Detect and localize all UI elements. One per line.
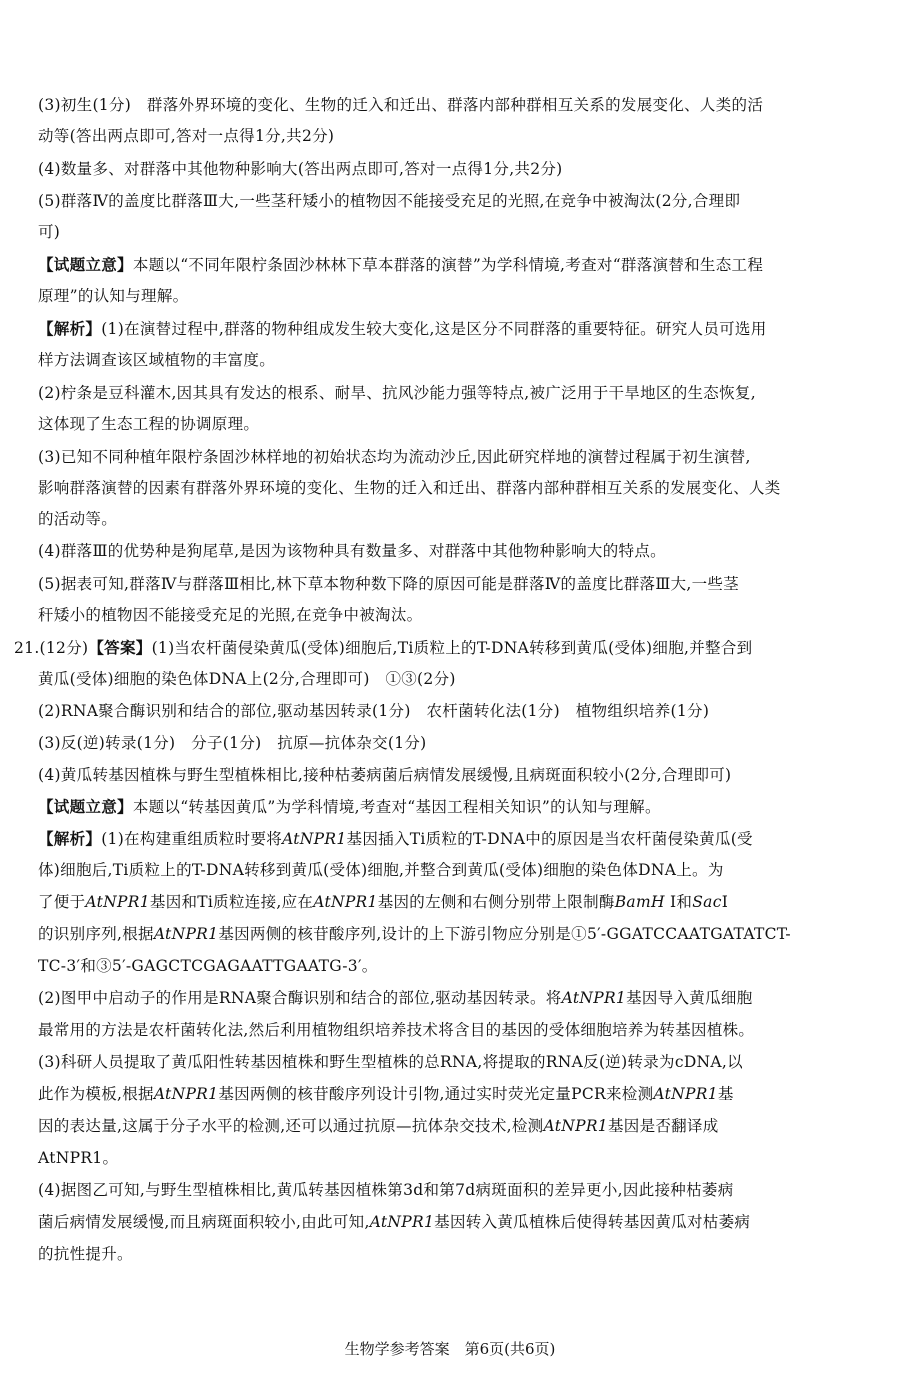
gene-name: AtNPR1 [282, 830, 347, 848]
text-line: 菌后病情发展缓慢,而且病斑面积较小,由此可知,AtNPR1基因转入黄瓜植株后使得转基因黄瓜对枯萎病 [38, 1213, 751, 1231]
text-line: (4)群落Ⅲ的优势种是狗尾草,是因为该物种具有数量多、对群落中其他物种影响大的特点。 [38, 542, 666, 560]
text-line: 动等(答出两点即可,答对一点得1分,共2分) [38, 127, 335, 145]
intent-paragraph: 【试题立意】本题以“转基因黄瓜”为学科情境,考查对“基因工程相关知识”的认知与理解。 [38, 797, 661, 816]
gene-name: AtNPR1 [369, 1213, 435, 1231]
text-line: 的抗性提升。 [38, 1245, 133, 1263]
intent-paragraph: 【试题立意】本题以“不同年限柠条固沙林林下草本群落的演替”为学科情境,考查对“群落演替和生态工程 [38, 255, 764, 274]
text-line: (3)已知不同种植年限柠条固沙林样地的初始状态均为流动沙丘,因此研究样地的演替过程属于初生演替, [38, 448, 751, 466]
text-line: 的识别序列,根据AtNPR1基因两侧的核苷酸序列,设计的上下游引物应分别是①5′-GGATCCAATGATATCT- [38, 925, 791, 943]
text-line: 秆矮小的植物因不能接受充足的光照,在竞争中被淘汰。 [38, 606, 423, 624]
text-line: (5)群落Ⅳ的盖度比群落Ⅲ大,一些茎秆矮小的植物因不能接受充足的光照,在竞争中被淘汰(2分,合理即 [38, 192, 741, 210]
gene-name: AtNPR1 [653, 1085, 718, 1103]
text-line: (2)图甲中启动子的作用是RNA聚合酶识别和结合的部位,驱动基因转录。将AtNPR1基因导入黄瓜细胞 [38, 989, 753, 1007]
text-line: 此作为模板,根据AtNPR1基因两侧的核苷酸序列设计引物,通过实时荧光定量PCR来检测AtNPR1基 [38, 1085, 734, 1103]
analysis-paragraph: 【解析】(1)在构建重组质粒时要将AtNPR1基因插入Ti质粒的T-DNA中的原因是当农杆菌侵染黄瓜(受 [38, 829, 753, 848]
intent-label: 【试题立意】 [38, 797, 133, 816]
text-line: (2)柠条是豆科灌木,因其具有发达的根系、耐旱、抗风沙能力强等特点,被广泛用于干旱地区的生态恢复, [38, 384, 756, 402]
text-line: (3)科研人员提取了黄瓜阳性转基因植株和野生型植株的总RNA,将提取的RNA反(逆)转录为cDNA,以 [38, 1053, 743, 1071]
text-line: TC-3′和③5′-GAGCTCGAGAATTGAATG-3′。 [38, 957, 378, 975]
answer-label: 【答案】 [88, 638, 152, 657]
text-line: (4)黄瓜转基因植株与野生型植株相比,接种枯萎病菌后病情发展缓慢,且病斑面积较小(2分,合理即可) [38, 766, 732, 784]
text-line: 了便于AtNPR1基因和Ti质粒连接,应在AtNPR1基因的左侧和右侧分别带上限制酶BamH Ⅰ和SacⅠ [38, 893, 729, 911]
text-line: 可) [38, 223, 61, 241]
page-footer: 生物学参考答案 第6页(共6页) [344, 1340, 556, 1358]
gene-name: AtNPR1 [85, 893, 150, 911]
gene-name: AtNPR1 [543, 1117, 608, 1135]
gene-name: AtNPR1 [153, 1085, 219, 1103]
text-line: (3)反(逆)转录(1分) 分子(1分) 抗原—抗体杂交(1分) [38, 734, 427, 752]
text-line: (4)据图乙可知,与野生型植株相比,黄瓜转基因植株第3d和第7d病斑面积的差异更小,因此接种枯萎病 [38, 1181, 734, 1199]
analysis-label: 【解析】 [38, 829, 102, 848]
text-line: 样方法调查该区域植物的丰富度。 [38, 351, 276, 369]
enzyme-name: Sac [692, 893, 722, 911]
text-line: 影响群落演替的因素有群落外界环境的变化、生物的迁入和迁出、群落内部种群相互关系的发展变化、人类 [38, 479, 781, 497]
text-line: (5)据表可知,群落Ⅳ与群落Ⅲ相比,林下草本物种数下降的原因可能是群落Ⅳ的盖度比群落Ⅲ大,一些茎 [38, 575, 740, 593]
text-line: 这体现了生态工程的协调原理。 [38, 415, 260, 433]
text-line: 最常用的方法是农杆菌转化法,然后利用植物组织培养技术将含目的基因的受体细胞培养为转基因植株。 [38, 1021, 755, 1039]
enzyme-name: BamH [614, 893, 665, 911]
analysis-label: 【解析】 [38, 319, 102, 338]
question-21-header: 21.(12分)【答案】(1)当农杆菌侵染黄瓜(受体)细胞后,Ti质粒上的T-DNA转移到黄瓜(受体)细胞,并整合到 [14, 638, 753, 657]
text-line: 黄瓜(受体)细胞的染色体DNA上(2分,合理即可) ①③(2分) [38, 670, 456, 688]
analysis-paragraph: 【解析】(1)在演替过程中,群落的物种组成发生较大变化,这是区分不同群落的重要特征。研究人员可选用 [38, 319, 767, 338]
gene-name: AtNPR1 [313, 893, 378, 911]
text-line: (2)RNA聚合酶识别和结合的部位,驱动基因转录(1分) 农杆菌转化法(1分) 植物组织培养(1分) [38, 702, 710, 720]
text-line: 的活动等。 [38, 510, 118, 528]
text-line: 因的表达量,这属于分子水平的检测,还可以通过抗原—抗体杂交技术,检测AtNPR1基因是否翻译成 [38, 1117, 719, 1135]
text-line: 体)细胞后,Ti质粒上的T-DNA转移到黄瓜(受体)细胞,并整合到黄瓜(受体)细胞的染色体DNA上。为 [38, 861, 724, 879]
gene-name: AtNPR1 [153, 925, 219, 943]
text-line: (4)数量多、对群落中其他物种影响大(答出两点即可,答对一点得1分,共2分) [38, 160, 563, 178]
text-line: 原理”的认知与理解。 [38, 287, 189, 305]
text-line: (3)初生(1分) 群落外界环境的变化、生物的迁入和迁出、群落内部种群相互关系的发展变化、人类的活 [38, 96, 764, 114]
gene-name: AtNPR1 [561, 989, 627, 1007]
intent-label: 【试题立意】 [38, 255, 133, 274]
text-line: AtNPR1。 [38, 1149, 119, 1167]
